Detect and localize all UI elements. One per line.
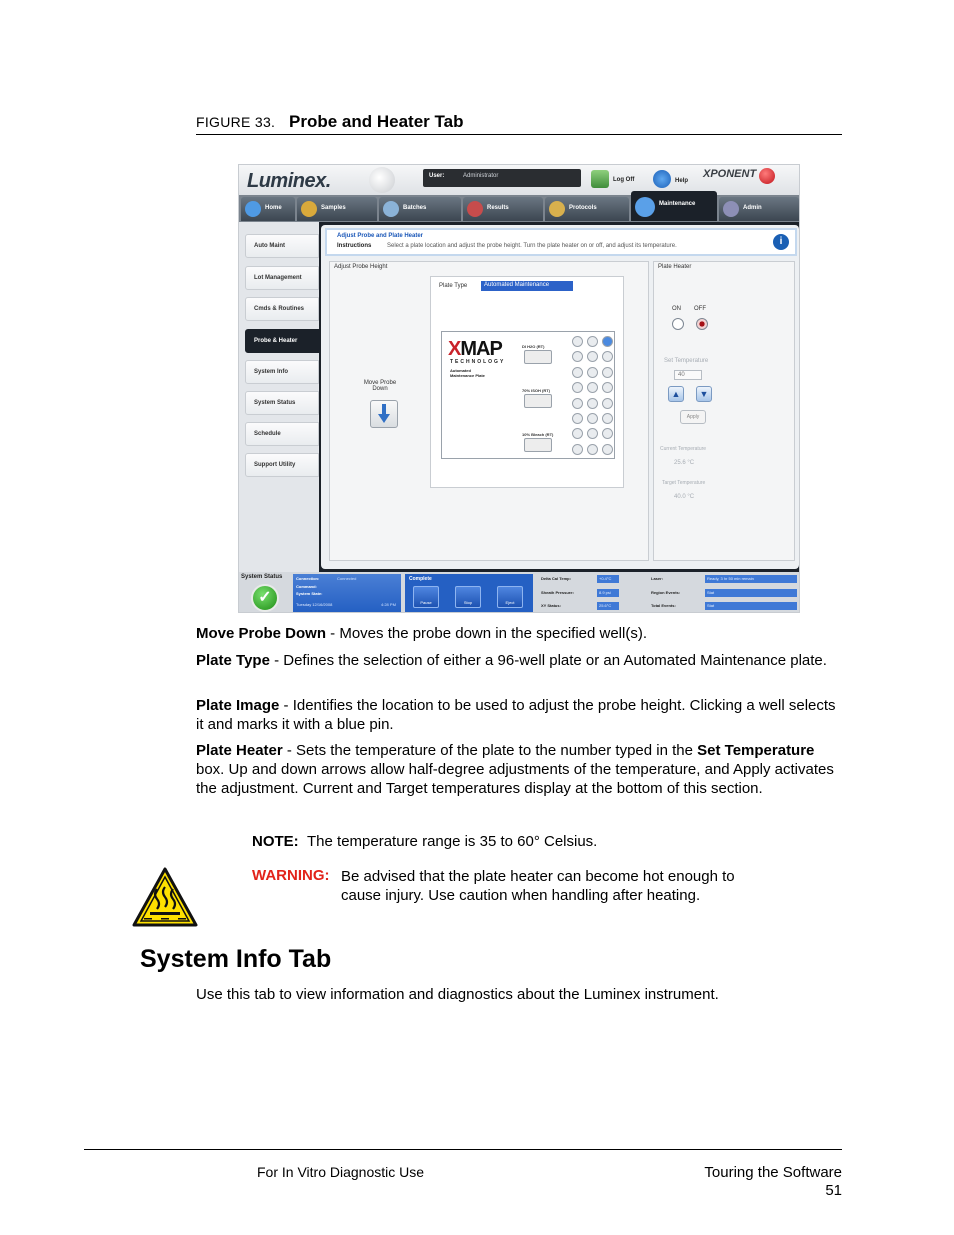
plate-type-select[interactable]: Automated Maintenance <box>481 281 573 291</box>
results-icon <box>467 201 483 217</box>
temp-down-button[interactable] <box>696 386 712 402</box>
plate-heater-title: Plate Heater <box>658 264 692 270</box>
plate-well[interactable] <box>572 428 583 439</box>
eject-button[interactable]: Eject <box>497 586 523 608</box>
plate-well[interactable] <box>587 367 598 378</box>
warning-text: Be advised that the plate heater can become hot enough to cause injury. Use caution when handling after heating. <box>341 868 735 904</box>
warning-label: WARNING: <box>252 867 330 884</box>
heater-on-radio[interactable] <box>672 318 684 330</box>
logoff-icon[interactable] <box>591 170 609 188</box>
well-grid <box>570 334 614 458</box>
desc: - Defines the selection of either a 96-well plate or an Automated Maintenance plate. <box>269 652 827 669</box>
plate-well[interactable] <box>587 444 598 455</box>
term: Move Probe Down <box>196 625 327 642</box>
sidebar-item-lot-management[interactable]: Lot Management <box>245 266 319 290</box>
set-temperature-label: Set Temperature <box>664 358 709 364</box>
current-temperature-value: 25.6 °C <box>674 460 695 466</box>
instructions-header: Adjust Probe and Plate Heater <box>337 233 424 239</box>
instructions-bar <box>325 228 797 256</box>
term: Plate Image <box>196 697 280 714</box>
note-text: The temperature range is 35 to 60° Celsius. <box>307 833 598 850</box>
help-icon[interactable] <box>653 170 671 188</box>
plate-caption: Automated Maintenance Plate <box>450 368 485 378</box>
plate-well[interactable] <box>602 413 613 424</box>
tab-admin[interactable] <box>719 197 799 221</box>
orb-decoration <box>369 167 395 193</box>
reservoir-well[interactable] <box>524 438 552 452</box>
set-temperature-input[interactable]: 40 <box>674 370 702 380</box>
on-label: ON <box>672 306 681 312</box>
status-orb-icon <box>759 168 775 184</box>
instructions-text: Select a plate location and adjust the probe height. Turn the plate heater on or off, and adjust its temperature. <box>387 243 677 249</box>
reservoir-well[interactable] <box>524 394 552 408</box>
meta-value: 8.9 psi <box>597 589 619 597</box>
hot-surface-warning-icon <box>132 867 198 927</box>
run-state: Complete <box>409 576 432 582</box>
footer-chapter: Touring the Software <box>704 1164 842 1181</box>
status-bar <box>239 572 800 613</box>
tab-samples[interactable] <box>297 197 377 221</box>
plate-well[interactable] <box>572 336 583 347</box>
meta-value: Ready, 3 hr 50 min remain <box>705 575 797 583</box>
reservoir-well[interactable] <box>524 350 552 364</box>
page-number: 51 <box>825 1182 842 1199</box>
datetime: Tuesday 12/16/2008 <box>296 602 333 607</box>
reservoir-label: 70% ISOH (RT) <box>522 388 551 393</box>
plate-well[interactable] <box>602 444 613 455</box>
meta-label: Sheath Pressure: <box>541 590 574 595</box>
para-plate-image <box>196 696 842 734</box>
plate-well[interactable] <box>602 367 613 378</box>
main-tabs <box>239 195 800 222</box>
protocols-icon <box>549 201 565 217</box>
move-probe-label: Move Probe Down <box>363 380 397 392</box>
plate-panel <box>430 276 624 488</box>
plate-well[interactable] <box>572 351 583 362</box>
target-temperature-value: 40.0 °C <box>674 494 695 500</box>
sidebar-item-cmds-routines[interactable]: Cmds & Routines <box>245 297 319 321</box>
admin-icon <box>723 201 739 217</box>
meta-value: Stat <box>705 602 797 610</box>
plate-well[interactable] <box>587 382 598 393</box>
sidebar-item-system-info[interactable]: System Info <box>245 360 319 384</box>
target-temperature-label: Target Temperature <box>662 480 706 486</box>
plate-well[interactable] <box>572 382 583 393</box>
adjust-probe-title: Adjust Probe Height <box>334 264 388 270</box>
desc: - Sets the temperature of the plate to the number typed in the <box>282 742 698 759</box>
meta-label: Delta Cal Temp: <box>541 576 571 581</box>
tab-label: Batches <box>403 205 427 211</box>
time: 4:28 PM <box>381 602 396 607</box>
xmap-logo <box>448 338 502 361</box>
plate-well[interactable] <box>602 351 613 362</box>
maintenance-icon <box>635 197 655 217</box>
tab-home[interactable] <box>241 197 295 221</box>
section-text: Use this tab to view information and diagnostics about the Luminex instrument. <box>196 986 719 1003</box>
term: Plate Type <box>196 652 270 669</box>
pause-button[interactable]: Pause <box>413 586 439 608</box>
current-temperature-label: Current Temperature <box>660 446 707 452</box>
arrow-down-icon: ▼ <box>699 389 709 399</box>
meta-value: 25.6°C <box>597 602 619 610</box>
plate-well[interactable] <box>572 444 583 455</box>
plate-well[interactable] <box>602 336 613 347</box>
plate-well[interactable] <box>602 382 613 393</box>
connection-panel <box>293 574 401 612</box>
tab-label: Home <box>265 205 282 211</box>
temp-up-button[interactable] <box>668 386 684 402</box>
sidebar-item-schedule[interactable]: Schedule <box>245 422 319 446</box>
instructions-label: Instructions <box>337 243 372 249</box>
meta-value: Stat <box>705 589 797 597</box>
footer-divider <box>84 1149 842 1150</box>
figure-caption <box>196 112 842 135</box>
info-icon[interactable]: i <box>773 234 789 250</box>
meta-label: Total Events: <box>651 603 676 608</box>
off-label: OFF <box>694 306 706 312</box>
meta-value: +0.4°C <box>597 575 619 583</box>
screenshot-figure <box>238 164 800 613</box>
main-content <box>321 225 799 569</box>
xmap-logo-text: XMAP <box>448 338 502 360</box>
note-label: NOTE: <box>252 833 299 850</box>
connection-label: Connection: <box>296 576 320 581</box>
figure-number: FIGURE 33. <box>196 114 276 130</box>
plate-well[interactable] <box>587 351 598 362</box>
plate-well[interactable] <box>572 367 583 378</box>
status-ok-icon: ✓ <box>251 584 279 612</box>
move-probe-down-button[interactable] <box>370 400 398 428</box>
luminex-logo: Luminex. <box>247 170 331 192</box>
system-status-label: System Status <box>241 574 283 580</box>
tab-label: Results <box>487 205 509 211</box>
plate-well[interactable] <box>587 413 598 424</box>
command-label: Command: <box>296 584 317 589</box>
main-panel <box>319 222 800 572</box>
para-plate-type <box>196 651 842 670</box>
plate-well[interactable] <box>587 428 598 439</box>
sidebar-item-support-utility[interactable]: Support Utility <box>245 453 319 477</box>
tab-label: Admin <box>743 205 762 211</box>
home-icon <box>245 201 261 217</box>
plate-heater-panel <box>653 261 795 561</box>
user-value: Administrator <box>463 173 499 179</box>
system-state-label: System State: <box>296 591 323 596</box>
sidebar-item-system-status[interactable]: System Status <box>245 391 319 415</box>
batches-icon <box>383 201 399 217</box>
desc: - Moves the probe down in the specified well(s). <box>326 625 647 642</box>
plate-well[interactable] <box>602 428 613 439</box>
tab-label: Maintenance <box>659 201 696 207</box>
desc: box. Up and down arrows allow half-degree adjustments of the temperature, and Apply activates the adjustment. Current and Target temperatures display at the bottom of this section. <box>196 761 834 797</box>
section-title: System Info Tab <box>140 945 332 973</box>
desc: - Identifies the location to be used to adjust the probe height. Clicking a well selects it and marks it with a blue pin. <box>196 697 836 733</box>
plate-well[interactable] <box>587 336 598 347</box>
term: Set Temperature <box>697 742 815 759</box>
sidebar-item-probe-heater[interactable]: Probe & Heater <box>245 329 319 353</box>
app-header <box>239 165 800 195</box>
tab-results[interactable] <box>463 197 543 221</box>
reservoir-label: 10% Bleach (RT) <box>522 432 554 437</box>
logoff-label[interactable]: Log Off <box>613 177 635 183</box>
para-move-probe <box>196 624 842 643</box>
xponent-logo: XPONENT <box>703 168 757 180</box>
meta-label: XY Status: <box>541 603 561 608</box>
footer-left: For In Vitro Diagnostic Use <box>257 1164 425 1180</box>
probe-down-icon <box>371 401 397 427</box>
term: Plate Heater <box>196 742 283 759</box>
help-label[interactable]: Help <box>675 178 689 184</box>
plate-well[interactable] <box>572 398 583 409</box>
meta-label: Region Events: <box>651 590 681 595</box>
plate-type-label: Plate Type <box>439 283 468 289</box>
maintenance-sidebar <box>239 222 321 572</box>
apply-button[interactable]: Apply <box>680 410 706 424</box>
sidebar-item-auto-maint[interactable]: Auto Maint <box>245 234 319 258</box>
figure-title: Probe and Heater Tab <box>289 112 464 131</box>
plate-well[interactable] <box>602 398 613 409</box>
stop-button[interactable]: Stop <box>455 586 481 608</box>
samples-icon <box>301 201 317 217</box>
meta-label: Laser: <box>651 576 664 581</box>
plate-well[interactable] <box>572 413 583 424</box>
xmap-subtitle: TECHNOLOGY <box>450 359 506 365</box>
adjust-probe-panel <box>329 261 649 561</box>
tab-label: Samples <box>321 205 346 211</box>
para-plate-heater <box>196 741 842 798</box>
heater-off-radio[interactable] <box>696 318 708 330</box>
user-box <box>423 169 581 187</box>
tab-label: Protocols <box>569 205 597 211</box>
tab-maintenance[interactable] <box>631 191 717 221</box>
plate-image[interactable] <box>441 331 615 459</box>
reservoir-label: DI H2O (RT) <box>522 344 545 349</box>
note <box>252 833 597 850</box>
arrow-up-icon: ▲ <box>671 389 681 399</box>
connection-value: Connected <box>337 576 357 581</box>
run-controls <box>405 574 533 612</box>
tab-protocols[interactable] <box>545 197 629 221</box>
tab-batches[interactable] <box>379 197 461 221</box>
plate-well[interactable] <box>587 398 598 409</box>
user-label: User: <box>429 173 445 179</box>
footer-right <box>600 1164 842 1200</box>
